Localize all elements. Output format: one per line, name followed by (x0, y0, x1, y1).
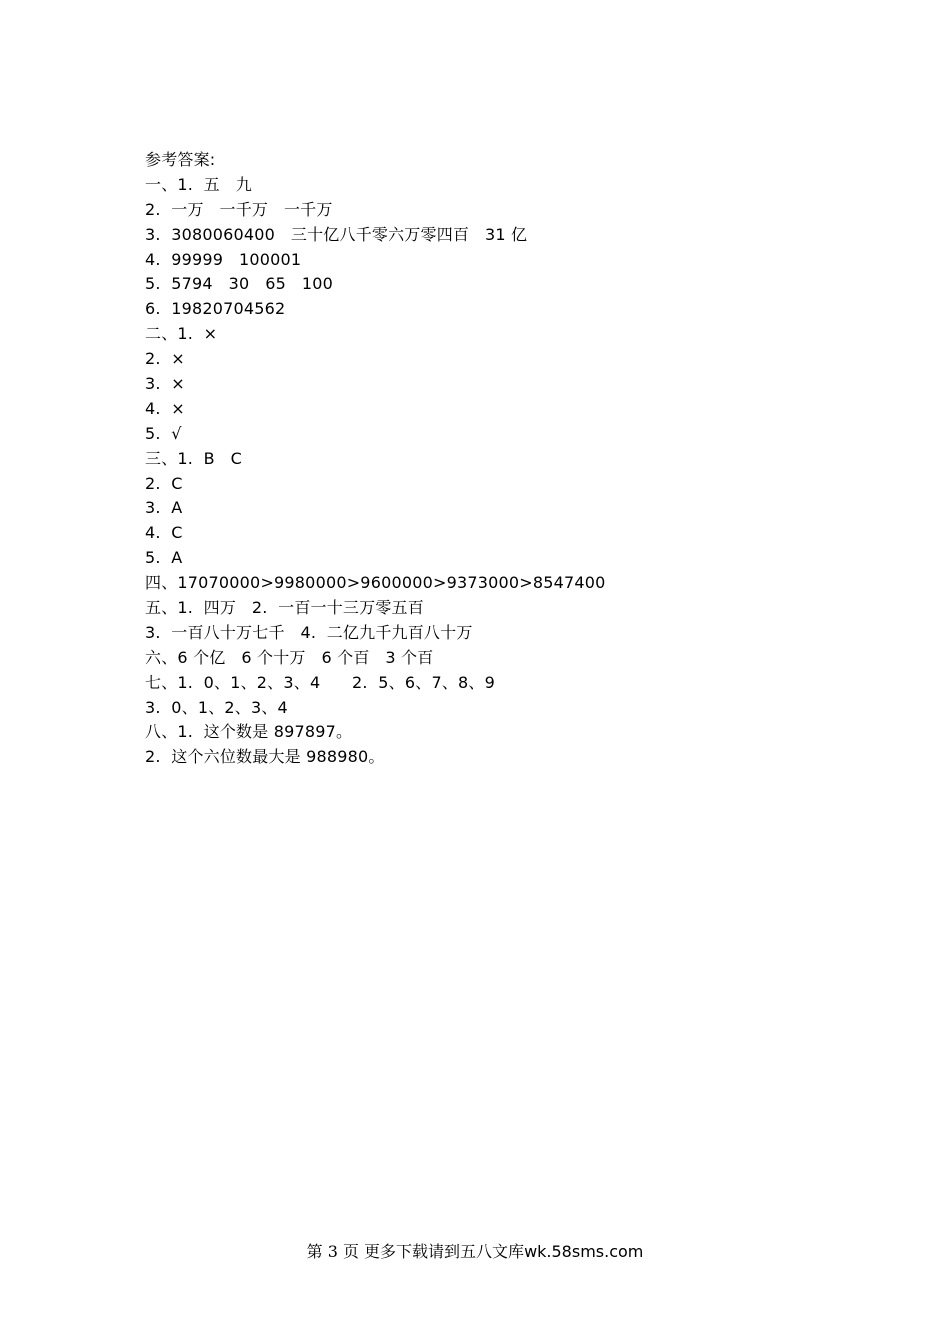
answer-line: 二、1. × (145, 324, 218, 344)
answer-line: 五、1. 四万 2. 一百一十三万零五百 (145, 598, 424, 618)
answer-line: 3. A (145, 498, 183, 518)
answer-line: 三、1. B C (145, 448, 243, 468)
answer-line: 一、1. 五 九 (145, 174, 252, 194)
page-footer (0, 1240, 950, 1264)
answer-line: 5. 5794 30 65 100 (145, 274, 333, 294)
answer-key (145, 148, 845, 770)
answer-line: 4. × (145, 398, 185, 418)
answer-line: 四、17070000>9980000>9600000>9373000>8547400 (145, 573, 606, 593)
answer-line: 2. 一万 一千万 一千万 (145, 199, 333, 219)
answer-line: 5. √ (145, 423, 182, 443)
answer-heading: 参考答案: (145, 150, 216, 169)
answer-line: 3. × (145, 374, 185, 394)
answer-line: 6. 19820704562 (145, 299, 286, 319)
answer-line: 4. C (145, 523, 183, 543)
answer-line: 八、1. 这个数是 897897。 (145, 722, 353, 742)
answer-line: 六、6 个亿 6 个十万 6 个百 3 个百 (145, 647, 434, 667)
answer-line: 2. 这个六位数最大是 988980。 (145, 747, 385, 767)
answer-line: 七、1. 0、1、2、3、4 2. 5、6、7、8、9 (145, 672, 495, 692)
answer-line: 3. 0、1、2、3、4 (145, 697, 288, 717)
footer-site-link[interactable]: wk.58sms.com (524, 1242, 644, 1261)
answer-line: 3. 一百八十万七千 4. 二亿九千九百八十万 (145, 622, 473, 642)
footer-page-label: 第 3 页 更多下载请到五八文库 (306, 1242, 525, 1261)
answer-line: 2. C (145, 473, 183, 493)
answer-line: 4. 99999 100001 (145, 249, 302, 269)
answer-line: 2. × (145, 349, 185, 369)
answer-line: 5. A (145, 548, 183, 568)
answer-line: 3. 3080060400 三十亿八千零六万零四百 31 亿 (145, 224, 528, 244)
